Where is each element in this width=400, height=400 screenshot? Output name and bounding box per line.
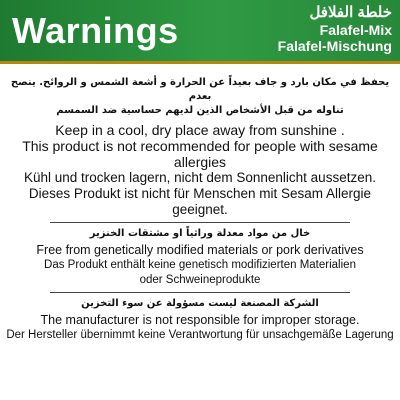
- storage-english-line-2: This product is not recommended for people with sesame allergies: [22, 138, 378, 170]
- storage-section: [6, 76, 394, 218]
- storage-german-line-1: Kühl und trocken lagern, nicht dem Sonnenlicht aussetzen.: [24, 170, 376, 185]
- liability-german: Der Hersteller übernimmt keine Verantwortung für unsachgemäße Lagerung: [6, 329, 394, 341]
- gmo-german-line-1: Das Produkt enthält keine genetisch modifizierten Materialien: [44, 259, 356, 271]
- gmo-english: Free from genetically modified materials or pork derivatives: [36, 243, 364, 257]
- page-title: Warnings: [12, 10, 179, 51]
- storage-german-line-2: Dieses Produkt ist nicht für Menschen mit Sesam Allergie geeignet.: [28, 186, 372, 217]
- gmo-german-line-2: oder Schweineprodukte: [139, 274, 261, 286]
- gmo-arabic: خال من مواد معدلة وراثياً او مشتقات الخنزير: [89, 228, 311, 239]
- warnings-body: [6, 76, 394, 343]
- liability-arabic: الشركة المصنعة ليست مسؤولة عن سوء التخزين: [81, 298, 319, 309]
- storage-arabic-line-2: تناوله من قبل الأشخاص الذين لديهم حساسية ضد السمسم: [56, 105, 344, 116]
- section-divider: [50, 222, 350, 223]
- liability-section: [6, 297, 394, 343]
- storage-english-line-1: Keep in a cool, dry place away from sunshine .: [55, 122, 345, 138]
- header-banner: [0, 0, 400, 64]
- storage-arabic-line-1: يحفظ في مكان بارد و جاف بعيداً عن الحرارة و أشعة الشمس و الروائح. ينصح بعدم: [10, 77, 390, 102]
- section-divider: [50, 292, 350, 293]
- product-name-german: Falafel-Mischung: [277, 38, 392, 54]
- gmo-section: [6, 227, 394, 288]
- liability-english: The manufacturer is not responsible for improper storage.: [40, 313, 360, 327]
- product-name-block: [278, 4, 392, 54]
- product-name-arabic: خلطة الفلافل: [309, 4, 392, 21]
- product-name-english: Falafel-Mix: [319, 22, 392, 38]
